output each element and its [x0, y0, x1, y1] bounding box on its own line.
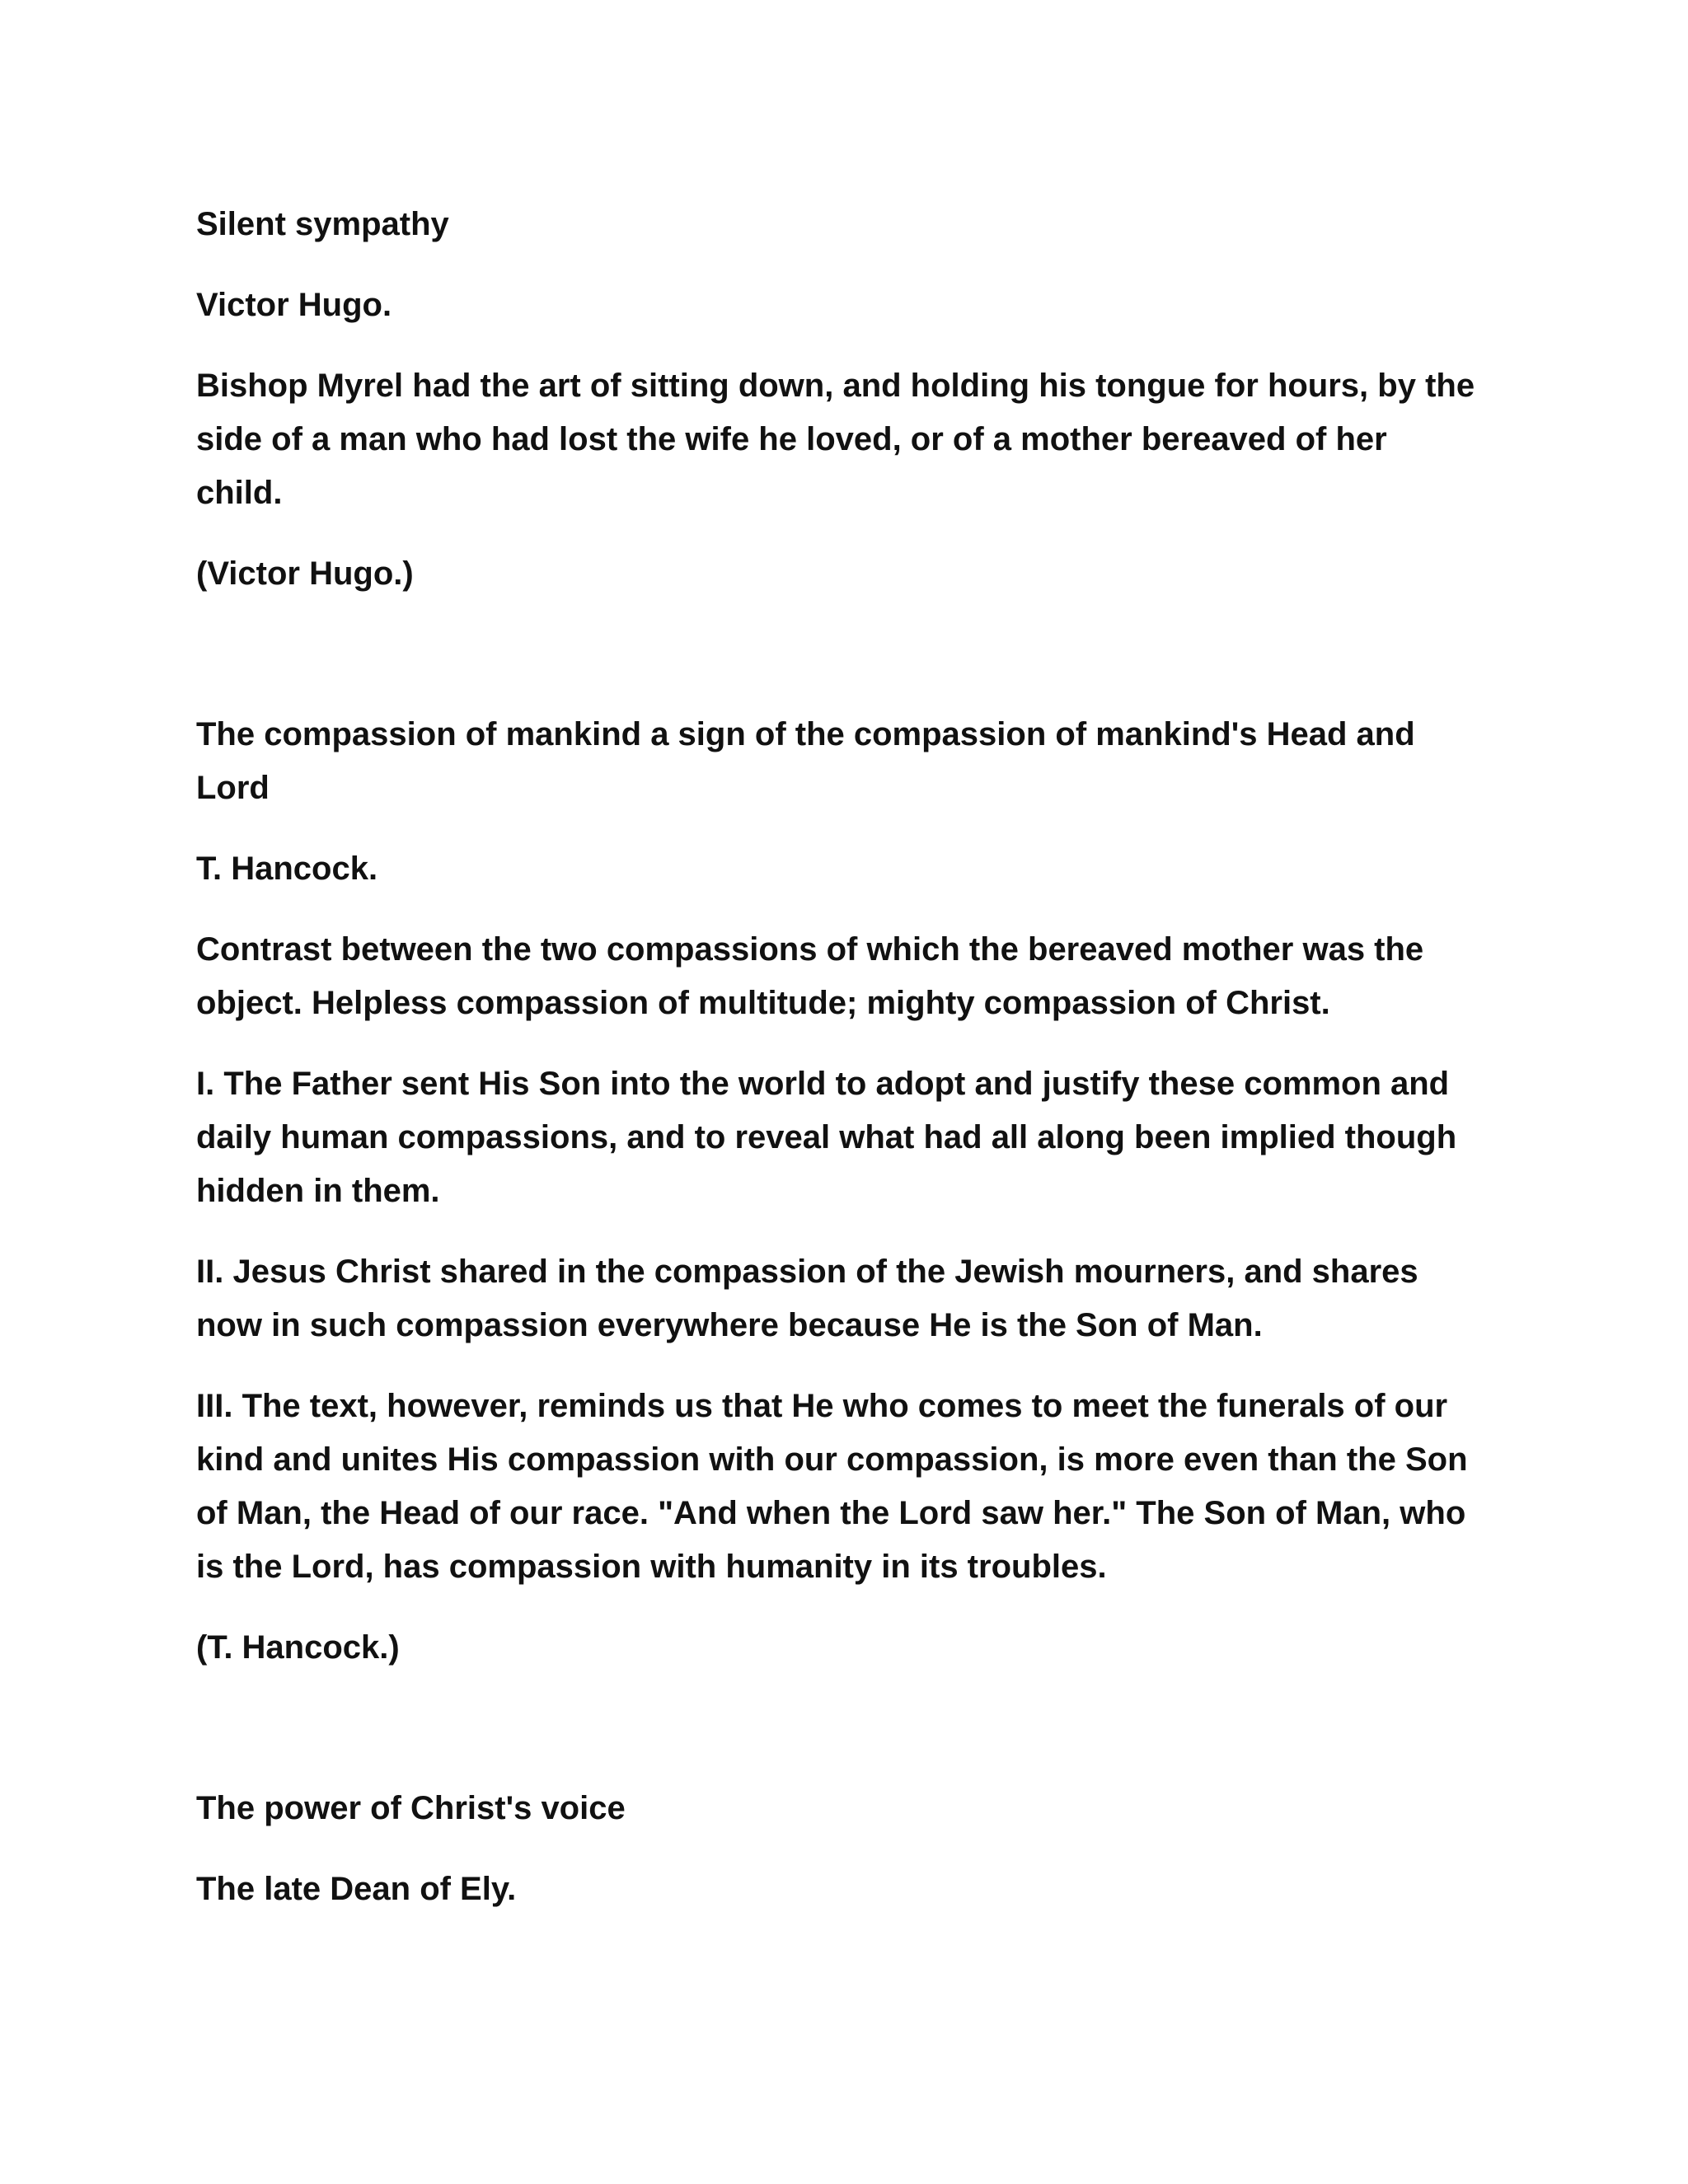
paragraph: III. The text, however, reminds us that He who comes to meet the funerals of our kind and unites His compassion with our compassion, is more even than the Son of Man, the Head of our race. "And when the Lord saw her." The Son of Man, who is the Lord, has compassion with humanity in its troubles. [196, 1388, 1468, 1585]
section-citation: (T. Hancock.) [196, 1629, 400, 1666]
paragraph: Bishop Myrel had the art of sitting down, and holding his tongue for hours, by the side of a man who had lost the wife he loved, or of a mother bereaved of her child. [196, 368, 1475, 511]
section-author: Victor Hugo. [196, 287, 392, 323]
paragraph: I. The Father sent His Son into the world to adopt and justify these common and daily human compassions, and to reveal what had all along been implied though hidden in them. [196, 1066, 1457, 1209]
paragraph: II. Jesus Christ shared in the compassion of the Jewish mourners, and shares now in such compassion everywhere because He is the Son of Man. [196, 1254, 1418, 1343]
paragraph: Contrast between the two compassions of which the bereaved mother was the object. Helpless compassion of multitude; mighty compassion of Christ. [196, 931, 1424, 1021]
section-title: The power of Christ's voice [196, 1790, 626, 1826]
section-title: Silent sympathy [196, 206, 449, 242]
section-title: The compassion of mankind a sign of the compassion of mankind's Head and Lord [196, 716, 1415, 806]
section-divider [196, 628, 1482, 708]
section-divider [196, 1702, 1482, 1782]
section-author: T. Hancock. [196, 851, 378, 887]
section-citation: (Victor Hugo.) [196, 555, 414, 592]
section-author: The late Dean of Ely. [196, 1871, 517, 1907]
document-body [196, 198, 1482, 1943]
